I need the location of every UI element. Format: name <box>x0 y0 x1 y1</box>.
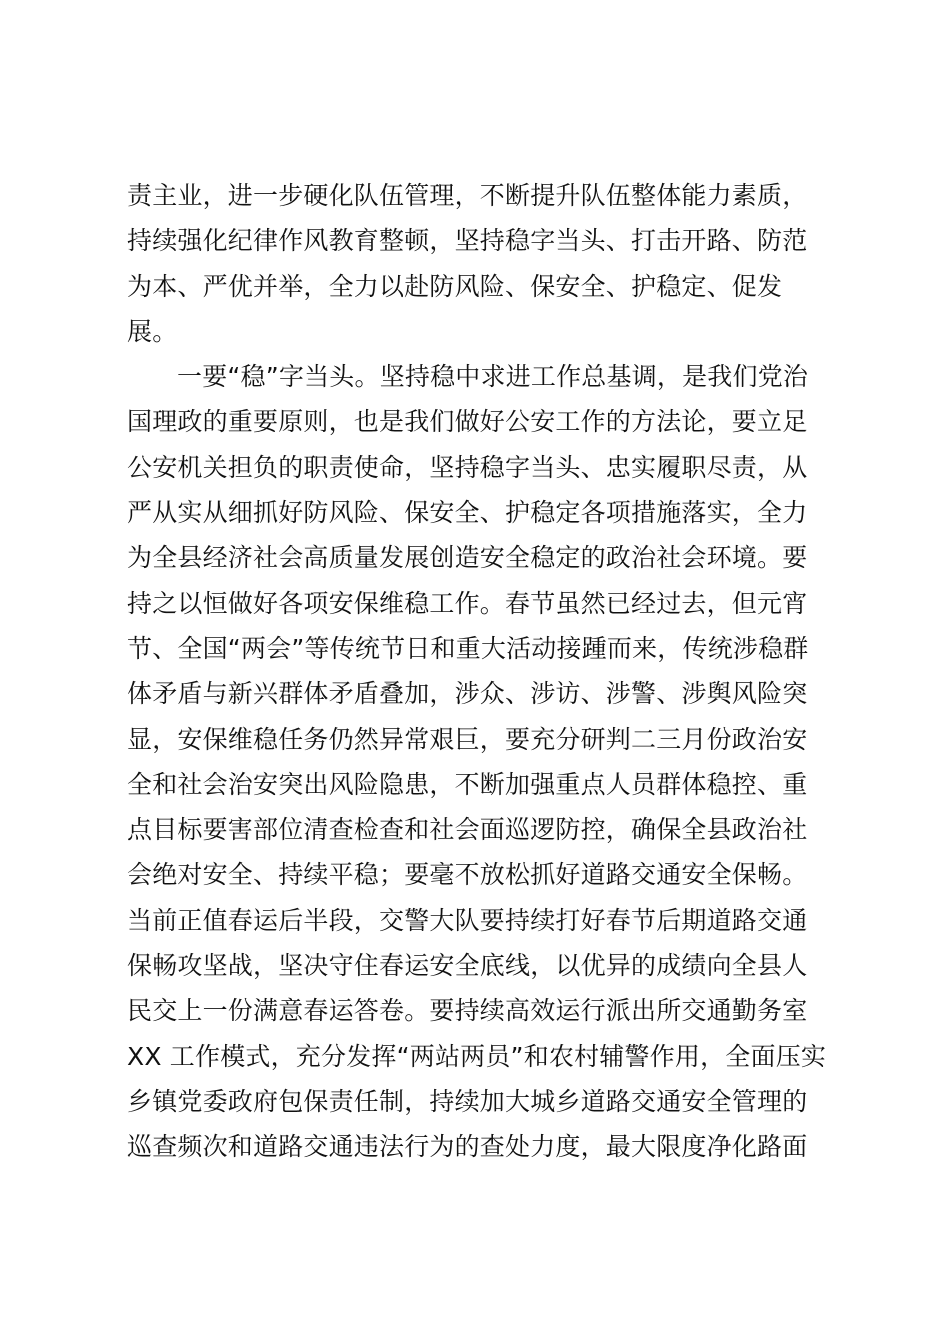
text-line: 显，安保维稳任务仍然异常艰巨，要充分研判二三月份政治安 <box>127 724 808 754</box>
text-line: 为本、严优并举，全力以赴防风险、保安全、护稳定、促发 <box>127 271 783 301</box>
body-text <box>127 173 847 1170</box>
text-line: 公安机关担负的职责使命，坚持稳字当头、忠实履职尽责，从 <box>127 452 808 482</box>
text-line: 展。 <box>127 316 178 346</box>
text-line: XX 工作模式，充分发挥“两站两员”和农村辅警作用，全面压实 <box>127 1041 827 1071</box>
text-line: 乡镇党委政府包保责任制，持续加大城乡道路交通安全管理的 <box>127 1086 808 1116</box>
text-line: 严从实从细抓好防风险、保安全、护稳定各项措施落实，全力 <box>127 498 808 528</box>
text-line: 保畅攻坚战，坚决守住春运安全底线，以优异的成绩向全县人 <box>127 951 808 981</box>
text-line: 点目标要害部位清查检查和社会面巡逻防控，确保全县政治社 <box>127 815 808 845</box>
text-line: 责主业，进一步硬化队伍管理，不断提升队伍整体能力素质， <box>127 181 808 210</box>
text-line: 民交上一份满意春运答卷。要持续高效运行派出所交通勤务室 <box>127 996 808 1026</box>
text-line: 国理政的重要原则，也是我们做好公安工作的方法论，要立足 <box>127 407 808 437</box>
text-line: 当前正值春运后半段，交警大队要持续打好春节后期道路交通 <box>127 905 808 935</box>
text-line: 会绝对安全、持续平稳；要毫不放松抓好道路交通安全保畅。 <box>127 860 808 890</box>
text-line: 为全县经济社会高质量发展创造安全稳定的政治社会环境。要 <box>127 543 808 573</box>
text-line: 体矛盾与新兴群体矛盾叠加，涉众、涉访、涉警、涉舆风险突 <box>127 679 808 709</box>
text-line: 持续强化纪律作风教育整顿，坚持稳字当头、打击开路、防范 <box>127 226 808 256</box>
text-line: 持之以恒做好各项安保维稳工作。春节虽然已经过去，但元宵 <box>127 588 808 618</box>
text-line: 全和社会治安突出风险隐患，不断加强重点人员群体稳控、重 <box>127 769 808 799</box>
text-line: 一要“稳”字当头。坚持稳中求进工作总基调，是我们党治 <box>177 362 809 392</box>
text-line: 节、全国“两会”等传统节日和重大活动接踵而来，传统涉稳群 <box>127 633 809 663</box>
text-line: 巡查频次和道路交通违法行为的查处力度，最大限度净化路面 <box>127 1132 808 1162</box>
